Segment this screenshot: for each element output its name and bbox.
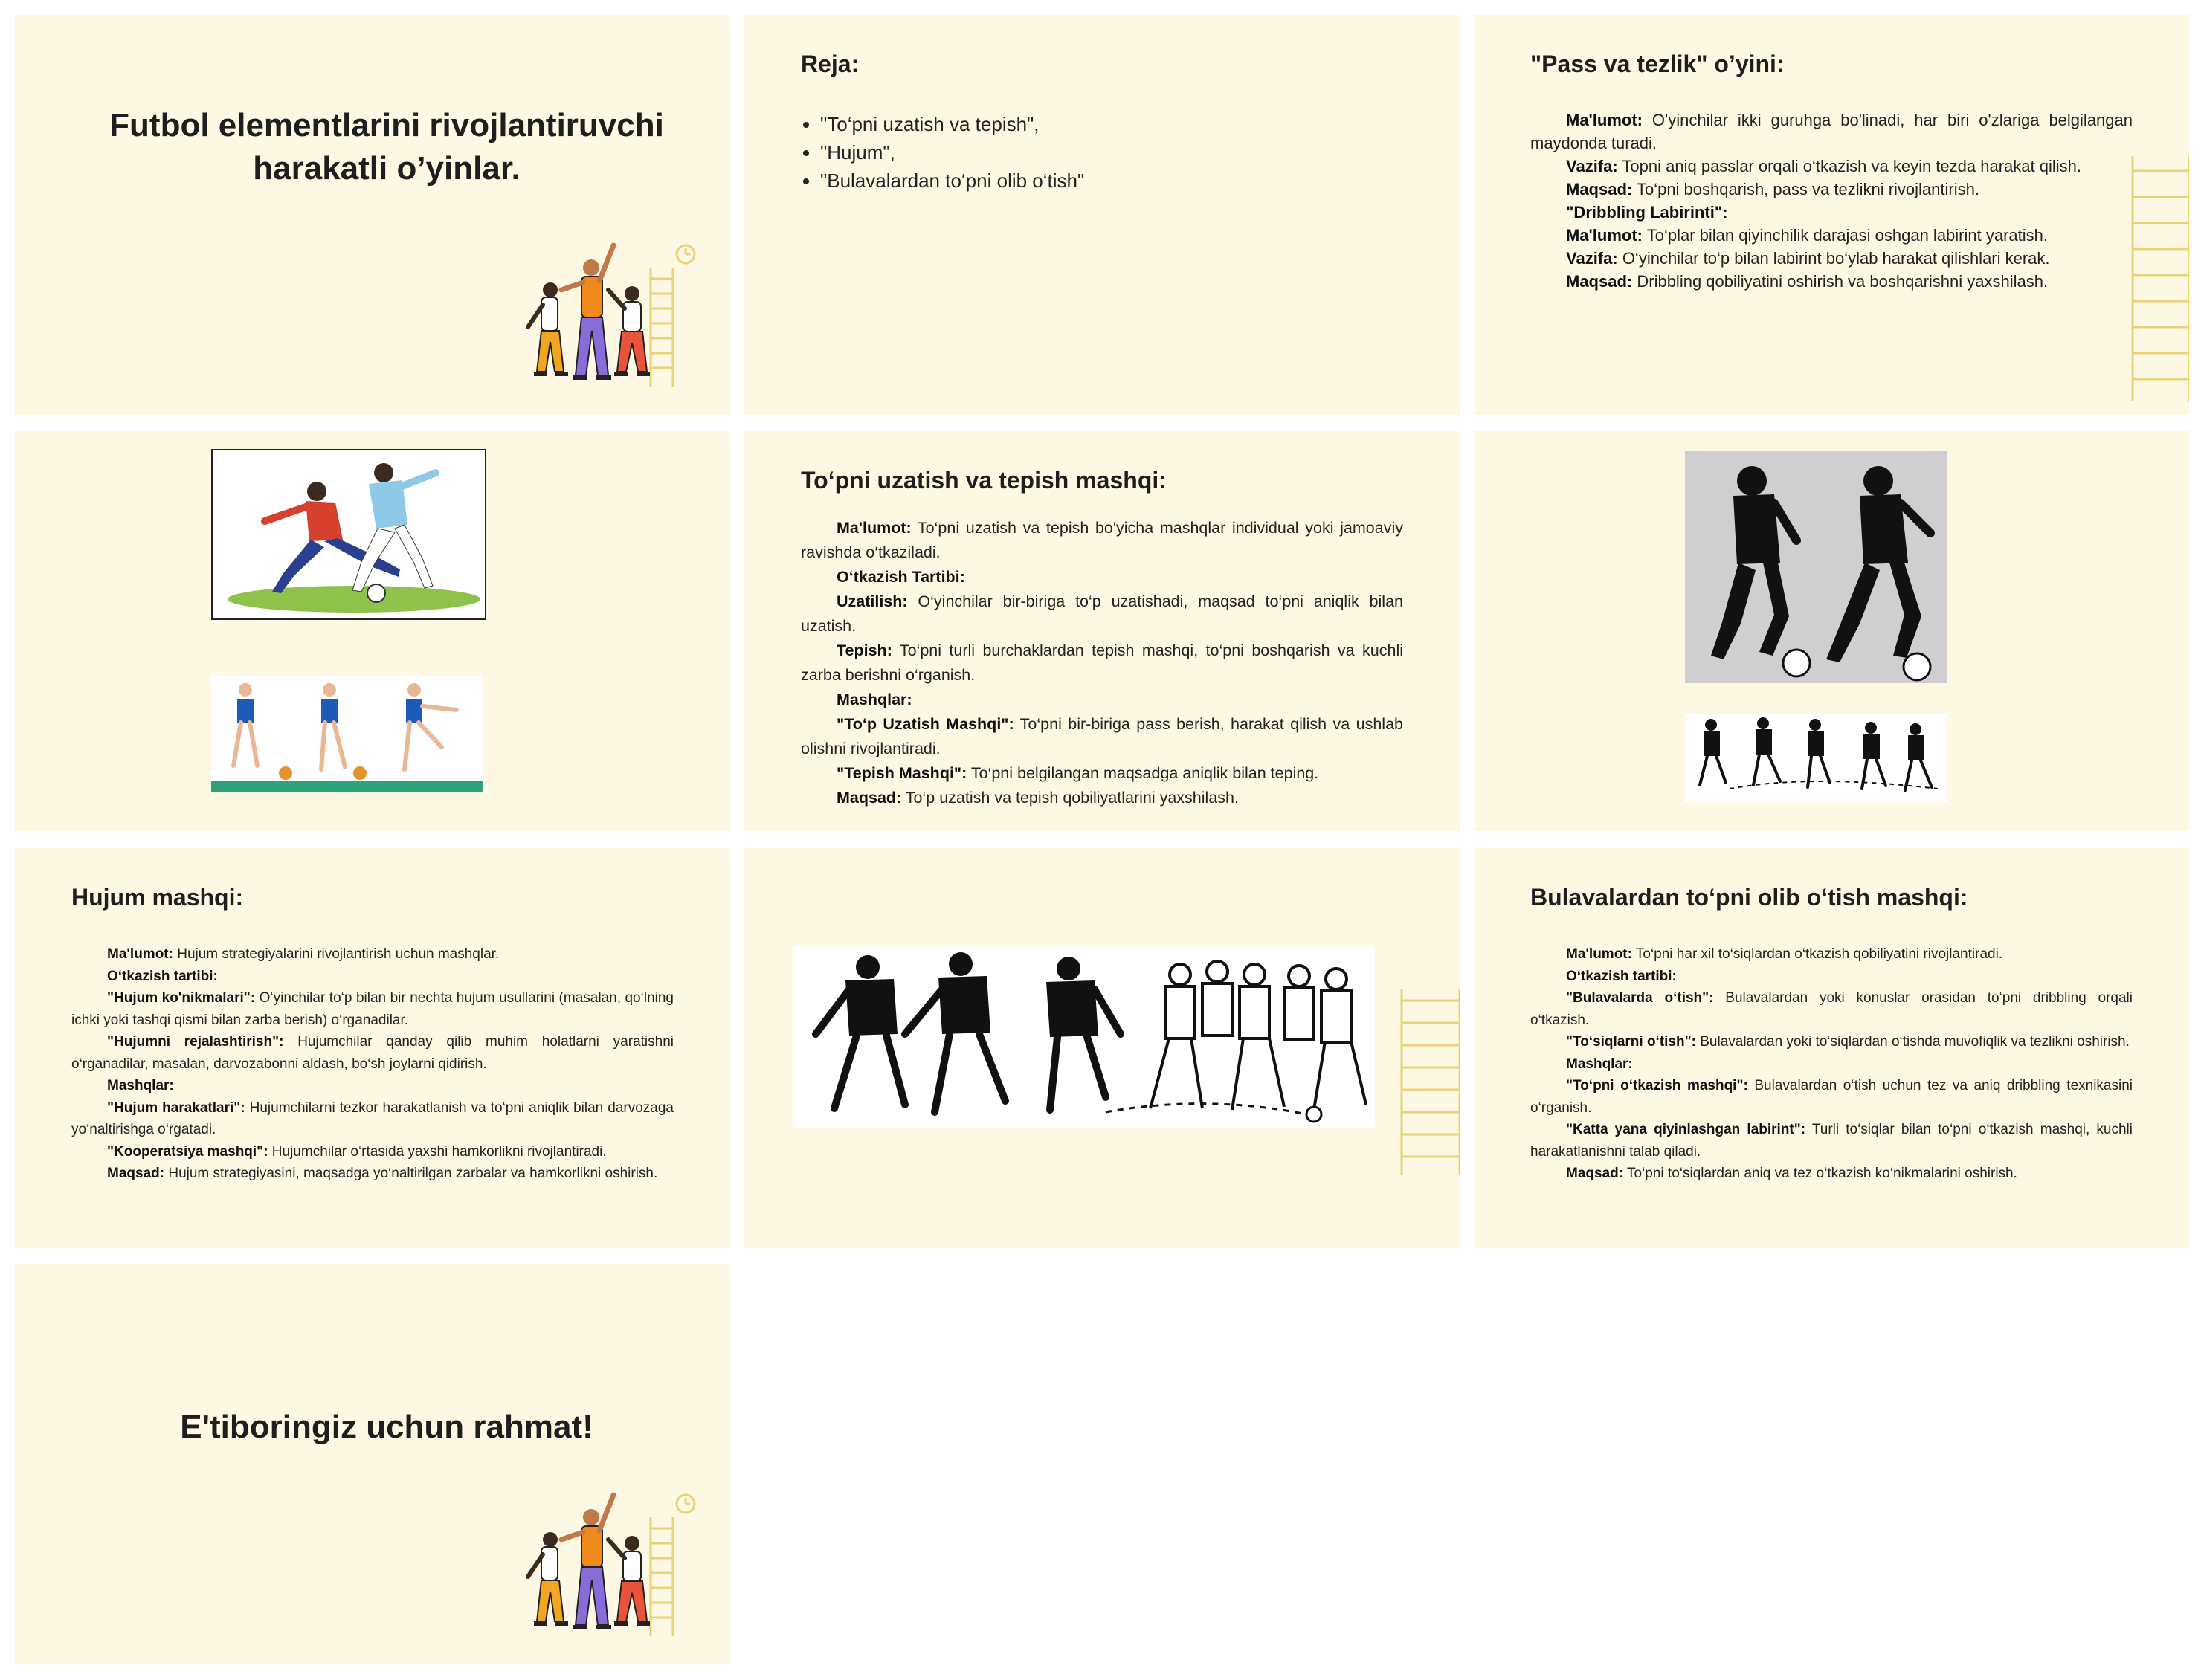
para-label: "To‘p Uzatish Mashqi": [837,715,1014,733]
para-label: O‘tkazish tartibi: [107,968,218,984]
slide-passing-kicking [744,431,1460,831]
para-label: Maqsad: [837,789,902,807]
para-text: Hujum strategiyalarini rivojlantirish uchun mashqlar. [173,946,500,962]
passing-kicking-body [801,516,1403,810]
para-label: Ma'lumot: [1566,946,1632,962]
slide-images-kick [15,431,730,831]
para-label: Ma'lumot: [1566,111,1643,129]
thanks-title: E'tiboringiz uchun rahmat! [180,1409,593,1445]
slide-attack [15,848,730,1248]
para-label: Ma'lumot: [1566,226,1643,245]
slide-plan [744,15,1460,415]
list-item: • "Hujum", [820,138,1084,167]
para-text: To‘pni boshqarish, pass va tezlikni rivojlantirish. [1632,180,1979,198]
para-label: Vazifa: [1566,249,1618,268]
pass-speed-body [1530,109,2133,293]
list-item: • "Bulavalardan to‘pni olib o‘tish" [820,167,1084,195]
para-text: To‘pni to‘siqlardan aniq va tez o‘tkazish ko‘nikmalarini oshirish. [1623,1166,2017,1181]
people-stretching-icon [521,238,714,394]
para-label: "Hujum harakatlari": [107,1099,245,1116]
ladder-icon [1399,989,1460,1175]
para-text: O'yinchilar ikki guruhga bo'linadi, har biri o'zlariga belgilangan maydonda turadi. [1530,111,2133,152]
plan-heading: Reja: [801,51,860,77]
para-label: O‘tkazish tartibi: [1566,968,1677,984]
para-text: O‘yinchilar to‘p bilan labirint bo‘ylab harakat qilishlari kerak. [1617,249,2050,268]
para-label: "Hujum ko'nikmalari": [107,990,256,1006]
para-text: Topni aniq passlar orqali o‘tkazish va keyin tezda harakat qilish. [1617,157,2081,175]
dribbling-sequence-illustration [1685,714,1947,802]
attack-heading: Hujum mashqi: [71,884,244,911]
people-stretching-icon [521,1487,714,1644]
players-running-illustration [793,945,1375,1128]
presentation-title: Futbol elementlarini rivojlantiruvchi harakatli o’yinlar. [109,107,664,187]
attack-body [71,943,674,1185]
para-label: "Tepish Mashqi": [837,764,967,782]
para-label: "Katta yana qiyinlashgan labirint": [1566,1122,1806,1137]
slide-title [15,15,730,415]
para-text: O‘yinchilar to‘p bilan bir nechta hujum usullarini (masalan, qo‘lning ichki yoki tashqi qismi bilan zarba berish) o‘rganadilar. [71,990,674,1028]
para-text: To‘pni belgilangan maqsadga aniqlik bilan teping. [967,764,1319,782]
para-label: O‘tkazish Tartibi: [837,568,965,586]
para-label: Mashqlar: [1566,1056,1633,1072]
para-label: Uzatilish: [837,592,908,610]
para-label: "Kooperatsiya mashqi": [107,1143,268,1160]
para-label: Ma'lumot: [837,519,912,537]
list-item: • "To‘pni uzatish va tepish", [820,110,1084,138]
passing-kicking-heading: To‘pni uzatish va tepish mashqi: [801,467,1167,494]
para-text: O‘yinchilar bir-biriga to‘p uzatishadi, maqsad to‘pni aniqlik bilan uzatish. [801,592,1403,635]
dribbling-players-illustration [1685,451,1947,683]
para-label: Maqsad: [107,1166,165,1181]
para-text: Bulavalardan o‘tish uchun tez va aniq dribbling texnikasini o‘rganish. [1530,1078,2133,1116]
para-label: Maqsad: [1566,272,1633,291]
para-label: Tepish: [837,642,892,659]
ladder-icon [2128,156,2189,401]
para-label: Maqsad: [1566,180,1633,198]
slide-images-dribble [1474,431,2189,831]
para-text: Hujumchilarni tezkor harakatlanish va to‘pni aniqlik bilan darvozaga yo‘naltirishga o‘rgatadi. [71,1099,674,1137]
para-text: To‘pni turli burchaklardan tepish mashqi, to‘pni boshqarish va kuchli zarba berishni o‘rganish. [801,642,1403,684]
slide-pass-speed [1474,15,2189,415]
para-text: Hujumchilar qanday qilib muhim holatlarni yaratishni o‘rganadilar, masalan, darvozabonni aldash, bo‘sh joylarni qidirish. [71,1034,674,1072]
para-label: "Hujumni rejalashtirish": [107,1034,284,1050]
football-tackle-illustration [211,449,486,620]
kick-sequence-illustration [211,676,483,792]
para-text: Bulavalardan yoki konuslar orasidan to‘pni dribbling orqali o‘tkazish. [1530,990,2133,1028]
para-text: Dribbling qobiliyatini oshirish va boshqarishni yaxshilash. [1632,272,2049,291]
para-text: To‘pni uzatish va tepish bo'yicha mashqlar individual yoki jamoaviy ravishda o‘tkaziladi. [801,519,1403,561]
para-text: Bulavalardan yoki to‘siqlardan o‘tishda muvofiqlik va tezlikni oshirish. [1695,1034,2130,1050]
para-label: Maqsad: [1566,1166,1624,1181]
pass-speed-heading: "Pass va tezlik" o’yini: [1530,51,1785,77]
para-label: "To‘pni o‘tkazish mashqi": [1566,1078,1748,1093]
para-label: Mashqlar: [107,1078,174,1093]
para-text: To‘pni har xil to‘siqlardan o‘tkazish qobiliyatini rivojlantiradi. [1631,946,2003,962]
para-text: Hujum strategiyasini, maqsadga yo‘naltirilgan zarbalar va hamkorlikni oshirish. [164,1166,658,1181]
para-label: Vazifa: [1566,157,1618,175]
slide-images-run [744,848,1460,1248]
para-text: Turli to‘siqlar bilan to‘pni o‘tkazish mashqi, kuchli harakatlanishni talab qiladi. [1530,1122,2133,1160]
slide-thanks [15,1264,730,1664]
para-text: To‘p uzatish va tepish qobiliyatlarini yaxshilash. [901,789,1239,807]
para-label: Mashqlar: [837,691,912,708]
para-label: "Dribbling Labirinti": [1566,203,1728,222]
para-label: "To‘siqlarni o‘tish": [1566,1034,1696,1050]
obstacle-dribble-heading: Bulavalardan to‘pni olib o‘tish mashqi: [1530,884,1968,911]
para-text: Hujumchilar o‘rtasida yaxshi hamkorlikni rivojlantiradi. [268,1143,607,1160]
para-text: To‘pni bir-biriga pass berish, harakat qilish va ushlab olishni rivojlantiradi. [801,715,1403,757]
slide-obstacle-dribble [1474,848,2189,1248]
obstacle-dribble-body [1530,943,2133,1185]
para-text: To‘plar bilan qiyinchilik darajasi oshgan labirint yaratish. [1643,226,2048,245]
plan-list [801,110,1084,195]
para-label: Ma'lumot: [107,946,173,962]
para-label: "Bulavalarda o‘tish": [1566,990,1714,1006]
